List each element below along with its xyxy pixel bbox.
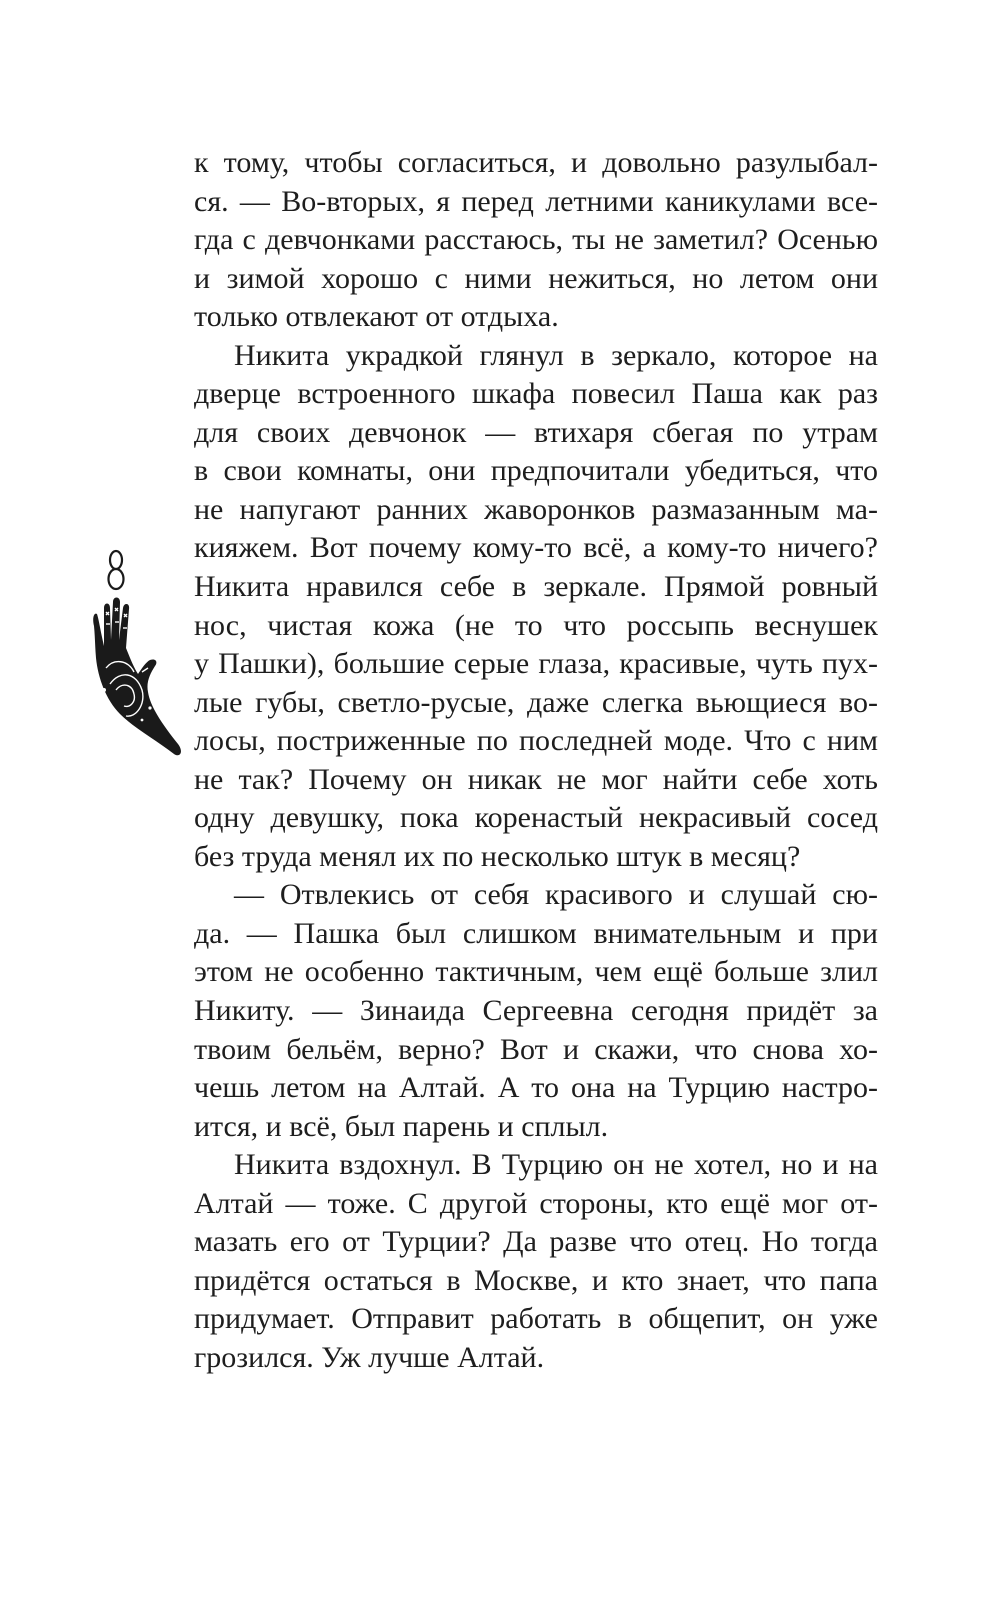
text-line: — Отвлекись от себя красивого и слушай сю- bbox=[234, 878, 878, 912]
text-line: Никита нравился себе в зеркале. Прямой ровный bbox=[194, 570, 878, 604]
text-line: Никита украдкой глянул в зеркало, которое на bbox=[234, 338, 878, 372]
text-line: грозился. Уж лучше Алтай. bbox=[194, 1340, 545, 1374]
text-line: у Пашки), большие серые глаза, красивые, чуть пух- bbox=[194, 647, 878, 681]
text-line: не так? Почему он никак не мог найти себе хоть bbox=[194, 762, 878, 796]
page-number bbox=[109, 551, 124, 589]
text-line: да. — Пашка был слишком внимательным и при bbox=[194, 916, 878, 950]
text-line: только отвлекают от отдыха. bbox=[194, 300, 559, 334]
text-line: кияжем. Вот почему кому-то всё, а кому-то ничего? bbox=[194, 531, 878, 565]
text-line: в свои комнаты, они предпочитали убедиться, что bbox=[194, 454, 878, 488]
text-line: лые губы, светло-русые, даже слегка вьющиеся во- bbox=[194, 685, 878, 719]
body-text bbox=[194, 144, 878, 1378]
text-line: одну девушку, пока коренастый некрасивый сосед bbox=[194, 801, 878, 835]
text-line: Никиту. — Зинаида Сергеевна сегодня придёт за bbox=[194, 994, 878, 1028]
text-line: ится, и всё, был парень и сплыл. bbox=[194, 1109, 609, 1143]
text-line: не напугают ранних жаворонков размазанным ма- bbox=[194, 492, 878, 526]
text-line: Никита вздохнул. В Турцию он не хотел, но и на bbox=[234, 1148, 878, 1182]
text-line: придумает. Отправит работать в общепит, он уже bbox=[194, 1302, 878, 1336]
text-line: без труда менял их по несколько штук в месяц? bbox=[194, 839, 801, 873]
text-line: для своих девчонок — втихаря сбегая по утрам bbox=[194, 415, 878, 449]
text-line: дверце встроенного шкафа повесил Паша как раз bbox=[194, 377, 878, 411]
text-line: гда с девчонками расстаюсь, ты не заметил? Осенью bbox=[194, 223, 878, 257]
decorated-hand-icon bbox=[93, 598, 181, 756]
margin-ornament bbox=[80, 548, 190, 808]
text-line: ся. — Во-вторых, я перед летними каникулами все- bbox=[194, 184, 878, 218]
text-line: твоим бельём, верно? Вот и скажи, что снова хо- bbox=[194, 1032, 878, 1066]
text-line: придётся остаться в Москве, и кто знает, что папа bbox=[194, 1263, 878, 1297]
text-line: Алтай — тоже. С другой стороны, кто ещё мог от- bbox=[194, 1186, 878, 1220]
text-line: к тому, чтобы согласиться, и довольно разулыбал- bbox=[194, 146, 878, 179]
text-line: чешь летом на Алтай. А то она на Турцию настро- bbox=[194, 1071, 878, 1105]
text-line: мазать его от Турции? Да разве что отец. Но тогда bbox=[194, 1225, 878, 1259]
text-line: и зимой хорошо с ними нежиться, но летом они bbox=[194, 261, 878, 295]
text-line: нос, чистая кожа (не то что россыпь веснушек bbox=[194, 608, 878, 642]
text-line: лосы, постриженные по последней моде. Что с ним bbox=[194, 724, 878, 758]
text-line: этом не особенно тактичным, чем ещё больше злил bbox=[194, 955, 878, 989]
